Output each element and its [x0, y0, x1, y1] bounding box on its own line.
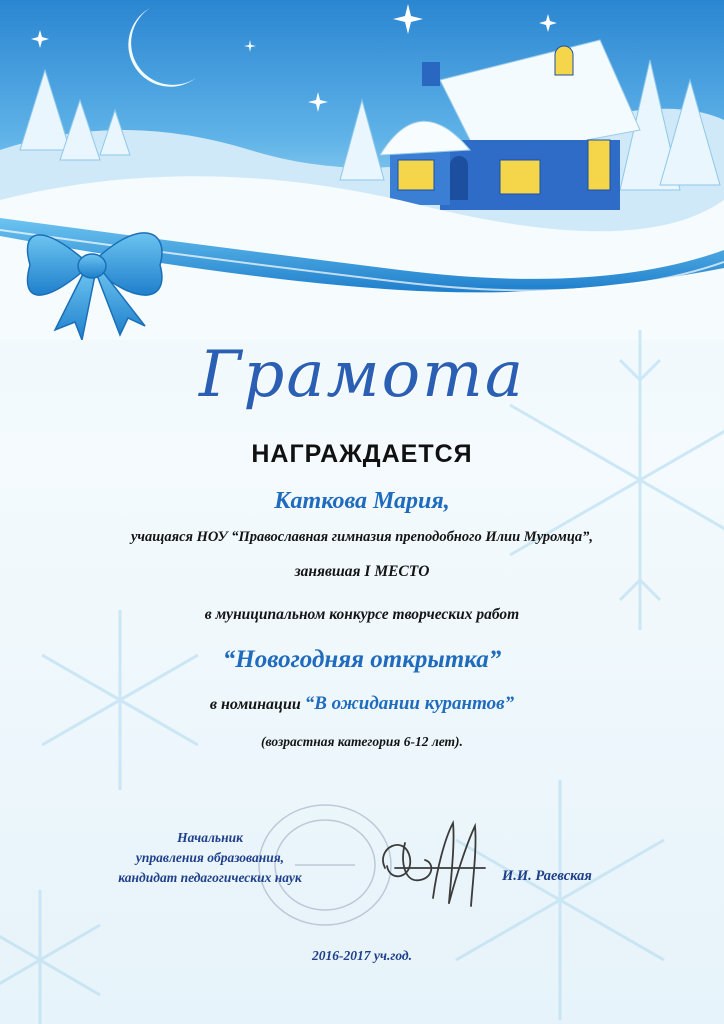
handwritten-signature [375, 808, 505, 918]
position-line-2: управления образования, [135, 850, 285, 865]
position-line-1: Начальник [177, 830, 243, 845]
certificate-title: Грамота [199, 338, 525, 412]
place-prefix: занявшая [294, 563, 361, 580]
position-line-3: кандидат педагогических наук [118, 870, 302, 885]
awarded-heading: НАГРАЖДАЕТСЯ [251, 440, 473, 468]
signer-name: И.И. Раевская [502, 868, 592, 884]
school-line: учащаяся НОУ “Православная гимназия преподобного Илии Муромца”, [130, 529, 594, 545]
nomination-prefix: в номинации [209, 696, 301, 713]
signatory-position [80, 828, 340, 888]
place-value: I МЕСТО [364, 563, 430, 580]
competition-line: в муниципальном конкурсе творческих работ [204, 606, 520, 623]
nomination-name: “В ожидании курантов” [304, 693, 515, 714]
contest-name: “Новогодняя открытка” [222, 646, 502, 673]
nomination-line [0, 693, 724, 715]
age-category: (возрастная категория 6-12 лет). [261, 734, 463, 749]
place-line [0, 563, 724, 581]
recipient-name: Каткова Мария, [274, 488, 450, 514]
academic-year: 2016-2017 уч.год. [312, 948, 412, 963]
